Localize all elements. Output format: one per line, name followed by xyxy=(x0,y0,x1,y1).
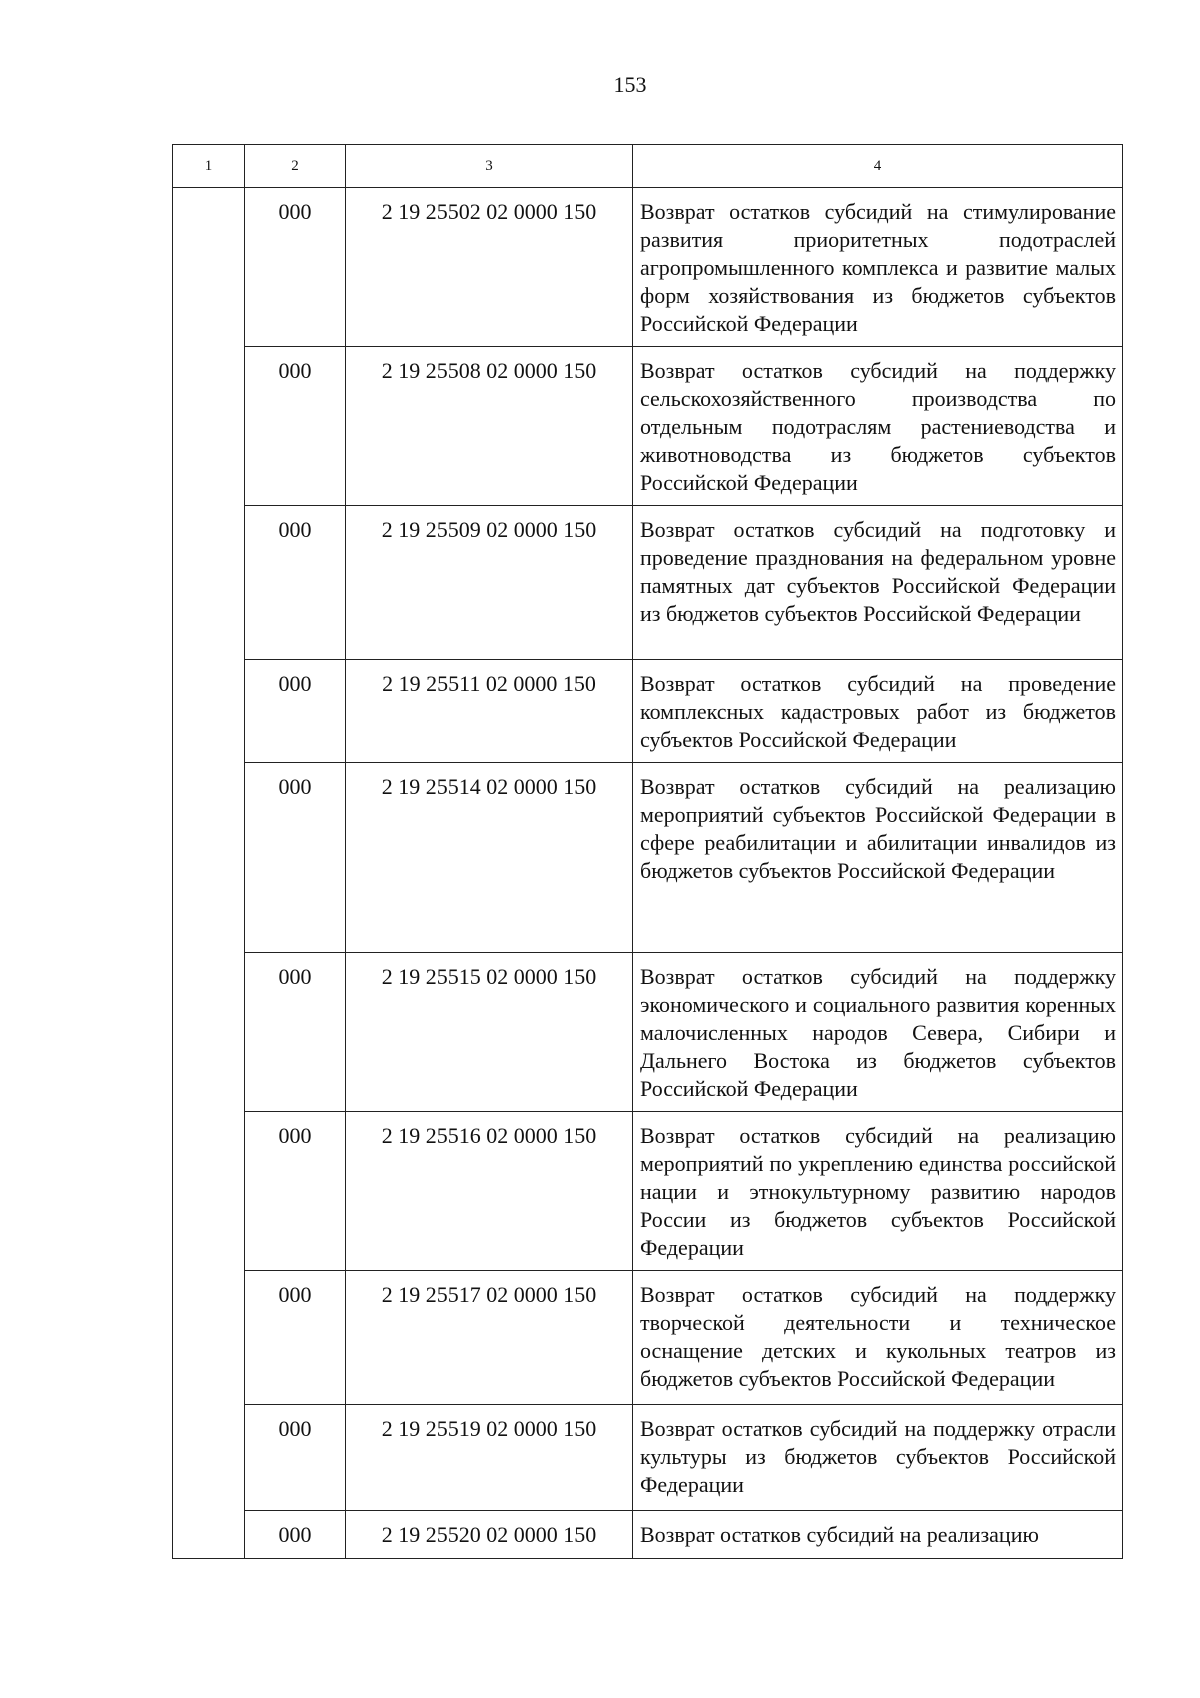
table-row xyxy=(173,1271,1123,1405)
admin-code-cell: 000 xyxy=(245,763,346,953)
table-row xyxy=(173,506,1123,660)
description-cell: Возврат остатков субсидий на проведение комплексных кадастровых работ из бюджетов субъектов Российской Федерации xyxy=(633,660,1123,763)
admin-code-cell: 000 xyxy=(245,188,346,347)
admin-code-cell: 000 xyxy=(245,506,346,660)
description-cell: Возврат остатков субсидий на поддержку творческой деятельности и техническое оснащение детских и кукольных театров из бюджетов субъектов Российской Федерации xyxy=(633,1271,1123,1405)
description-cell: Возврат остатков субсидий на реализацию мероприятий субъектов Российской Федерации в сфере реабилитации и абилитации инвалидов из бюджетов субъектов Российской Федерации xyxy=(633,763,1123,953)
admin-code-cell: 000 xyxy=(245,1112,346,1271)
empty-cell xyxy=(173,506,245,660)
table-row xyxy=(173,660,1123,763)
empty-cell xyxy=(173,1405,245,1511)
admin-code-cell: 000 xyxy=(245,660,346,763)
description-cell: Возврат остатков субсидий на реализацию xyxy=(633,1511,1123,1559)
budget-code-cell: 2 19 25509 02 0000 150 xyxy=(346,506,633,660)
budget-code-cell: 2 19 25502 02 0000 150 xyxy=(346,188,633,347)
budget-code-cell: 2 19 25520 02 0000 150 xyxy=(346,1511,633,1559)
empty-cell xyxy=(173,347,245,506)
admin-code-cell: 000 xyxy=(245,1271,346,1405)
column-header-3: 3 xyxy=(346,145,633,188)
table-header-row xyxy=(173,145,1123,188)
budget-code-cell: 2 19 25519 02 0000 150 xyxy=(346,1405,633,1511)
budget-code-cell: 2 19 25514 02 0000 150 xyxy=(346,763,633,953)
admin-code-cell: 000 xyxy=(245,347,346,506)
description-cell: Возврат остатков субсидий на подготовку и проведение празднования на федеральном уровне памятных дат субъектов Российской Федерации из бюджетов субъектов Российской Федерации xyxy=(633,506,1123,660)
budget-code-cell: 2 19 25516 02 0000 150 xyxy=(346,1112,633,1271)
table-row xyxy=(173,1112,1123,1271)
table-row xyxy=(173,1511,1123,1559)
empty-cell xyxy=(173,1112,245,1271)
page-number: 153 xyxy=(613,72,647,97)
empty-cell xyxy=(173,660,245,763)
budget-code-cell: 2 19 25511 02 0000 150 xyxy=(346,660,633,763)
empty-cell xyxy=(173,953,245,1112)
description-cell: Возврат остатков субсидий на поддержку сельскохозяйственного производства по отдельным подотраслям растениеводства и животноводства из бюджетов субъектов Российской Федерации xyxy=(633,347,1123,506)
budget-code-cell: 2 19 25517 02 0000 150 xyxy=(346,1271,633,1405)
admin-code-cell: 000 xyxy=(245,1511,346,1559)
description-cell: Возврат остатков субсидий на поддержку экономического и социального развития коренных малочисленных народов Севера, Сибири и Дальнего Востока из бюджетов субъектов Российской Федерации xyxy=(633,953,1123,1112)
budget-code-cell: 2 19 25515 02 0000 150 xyxy=(346,953,633,1112)
table-row xyxy=(173,188,1123,347)
description-cell: Возврат остатков субсидий на поддержку отрасли культуры из бюджетов субъектов Российской Федерации xyxy=(633,1405,1123,1511)
admin-code-cell: 000 xyxy=(245,953,346,1112)
column-header-2: 2 xyxy=(245,145,346,188)
budget-code-cell: 2 19 25508 02 0000 150 xyxy=(346,347,633,506)
description-cell: Возврат остатков субсидий на реализацию мероприятий по укреплению единства российской нации и этнокультурному развитию народов России из бюджетов субъектов Российской Федерации xyxy=(633,1112,1123,1271)
empty-cell xyxy=(173,1271,245,1405)
column-header-1: 1 xyxy=(173,145,245,188)
column-header-4: 4 xyxy=(633,145,1123,188)
empty-cell xyxy=(173,1511,245,1559)
empty-cell xyxy=(173,763,245,953)
table-row xyxy=(173,347,1123,506)
table-row xyxy=(173,953,1123,1112)
table-row xyxy=(173,763,1123,953)
admin-code-cell: 000 xyxy=(245,1405,346,1511)
table-row xyxy=(173,1405,1123,1511)
empty-cell xyxy=(173,188,245,347)
budget-code-table xyxy=(172,144,1123,1559)
description-cell: Возврат остатков субсидий на стимулирование развития приоритетных подотраслей агропромышленного комплекса и развитие малых форм хозяйствования из бюджетов субъектов Российской Федерации xyxy=(633,188,1123,347)
